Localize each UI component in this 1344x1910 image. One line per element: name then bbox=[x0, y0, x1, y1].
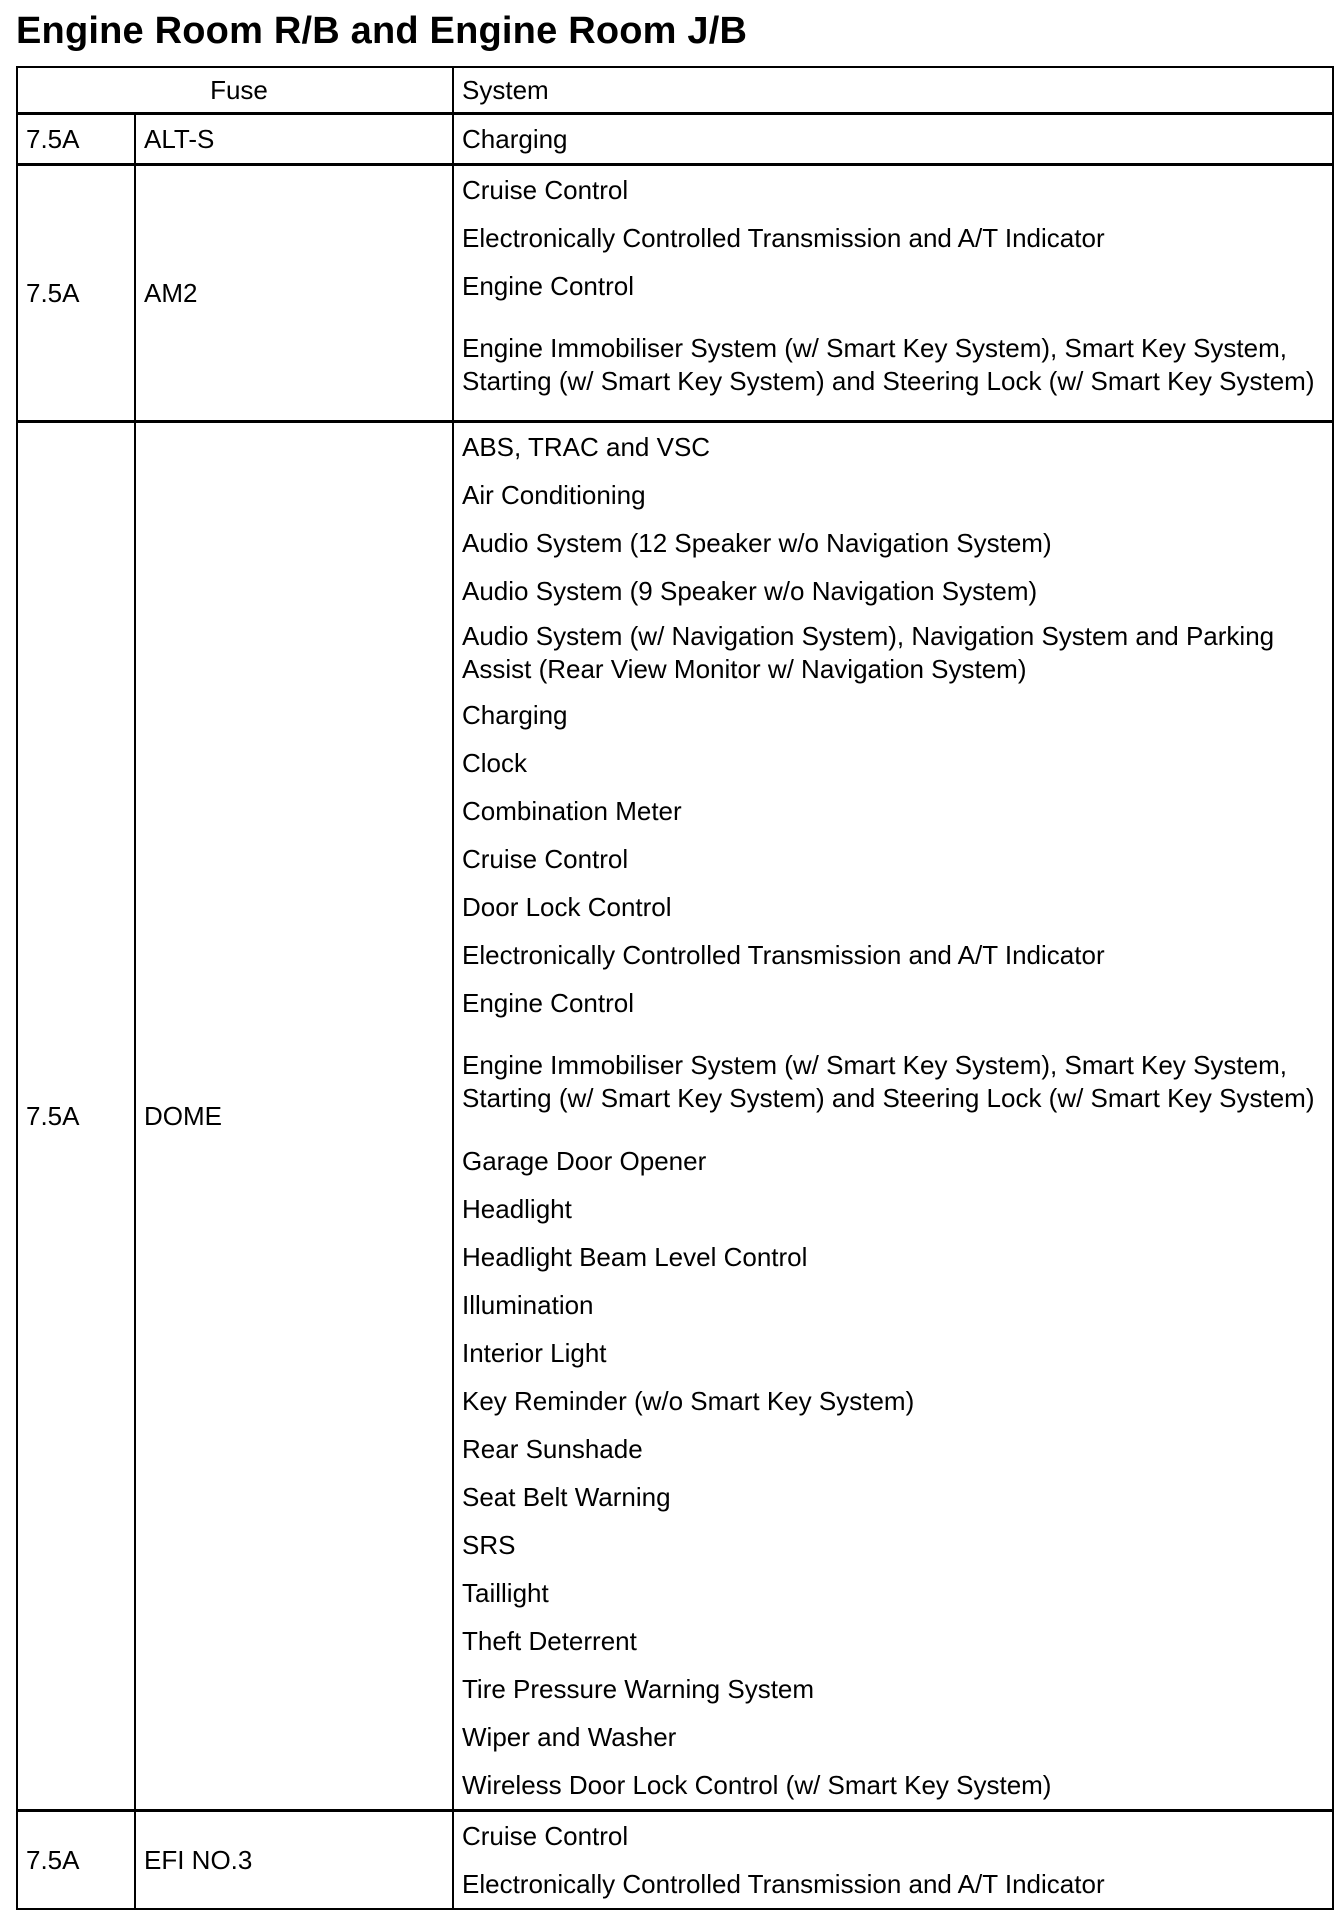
table-row bbox=[17, 165, 1333, 215]
fuse-name: ALT-S bbox=[135, 114, 453, 165]
system-entry: Combination Meter bbox=[453, 787, 1333, 835]
system-entry: ABS, TRAC and VSC bbox=[453, 422, 1333, 472]
system-entry: Door Lock Control bbox=[453, 883, 1333, 931]
system-entry: Theft Deterrent bbox=[453, 1617, 1333, 1665]
system-entry: Audio System (w/ Navigation System), Navigation System and Parking Assist (Rear View Monitor w/ Navigation System) bbox=[453, 615, 1333, 691]
system-entry: Interior Light bbox=[453, 1329, 1333, 1377]
system-entry: Cruise Control bbox=[453, 1811, 1333, 1861]
fuse-name: DOME bbox=[135, 422, 453, 1811]
system-entry: Charging bbox=[453, 114, 1333, 165]
system-entry: Engine Control bbox=[453, 979, 1333, 1027]
system-entry: Audio System (9 Speaker w/o Navigation System) bbox=[453, 567, 1333, 615]
system-entry: Engine Immobiliser System (w/ Smart Key System), Smart Key System, Starting (w/ Smart Key System) and Steering Lock (w/ Smart Key System) bbox=[453, 1027, 1333, 1137]
system-entry: Cruise Control bbox=[453, 165, 1333, 215]
table-row bbox=[17, 422, 1333, 472]
system-entry: Electronically Controlled Transmission and A/T Indicator bbox=[453, 1860, 1333, 1909]
system-entry: Charging bbox=[453, 691, 1333, 739]
fuse-table-body bbox=[17, 114, 1333, 1910]
fuse-table bbox=[16, 66, 1334, 1910]
system-entry: Illumination bbox=[453, 1281, 1333, 1329]
system-entry: Clock bbox=[453, 739, 1333, 787]
system-entry: Tire Pressure Warning System bbox=[453, 1665, 1333, 1713]
table-row bbox=[17, 1811, 1333, 1861]
system-entry: Garage Door Opener bbox=[453, 1137, 1333, 1185]
fuse-name: AM2 bbox=[135, 165, 453, 422]
fuse-amperage: 7.5A bbox=[17, 165, 135, 422]
system-entry: Engine Control bbox=[453, 262, 1333, 310]
system-entry: Air Conditioning bbox=[453, 471, 1333, 519]
fuse-column-header: Fuse bbox=[17, 67, 453, 114]
header-row bbox=[17, 67, 1333, 114]
system-entry: Key Reminder (w/o Smart Key System) bbox=[453, 1377, 1333, 1425]
system-entry: Engine Immobiliser System (w/ Smart Key System), Smart Key System, Starting (w/ Smart Key System) and Steering Lock (w/ Smart Key System) bbox=[453, 310, 1333, 422]
system-entry: Wireless Door Lock Control (w/ Smart Key System) bbox=[453, 1761, 1333, 1811]
system-entry: Headlight bbox=[453, 1185, 1333, 1233]
system-entry: Rear Sunshade bbox=[453, 1425, 1333, 1473]
page-title: Engine Room R/B and Engine Room J/B bbox=[16, 10, 748, 52]
system-entry: Seat Belt Warning bbox=[453, 1473, 1333, 1521]
system-column-header: System bbox=[453, 67, 1333, 114]
system-entry: Wiper and Washer bbox=[453, 1713, 1333, 1761]
fuse-amperage: 7.5A bbox=[17, 1811, 135, 1910]
system-entry: Electronically Controlled Transmission and A/T Indicator bbox=[453, 931, 1333, 979]
fuse-amperage: 7.5A bbox=[17, 114, 135, 165]
system-entry: SRS bbox=[453, 1521, 1333, 1569]
system-entry: Audio System (12 Speaker w/o Navigation System) bbox=[453, 519, 1333, 567]
system-entry: Cruise Control bbox=[453, 835, 1333, 883]
system-entry: Taillight bbox=[453, 1569, 1333, 1617]
fuse-name: EFI NO.3 bbox=[135, 1811, 453, 1910]
fuse-amperage: 7.5A bbox=[17, 422, 135, 1811]
system-entry: Headlight Beam Level Control bbox=[453, 1233, 1333, 1281]
table-row bbox=[17, 114, 1333, 165]
system-entry: Electronically Controlled Transmission and A/T Indicator bbox=[453, 214, 1333, 262]
